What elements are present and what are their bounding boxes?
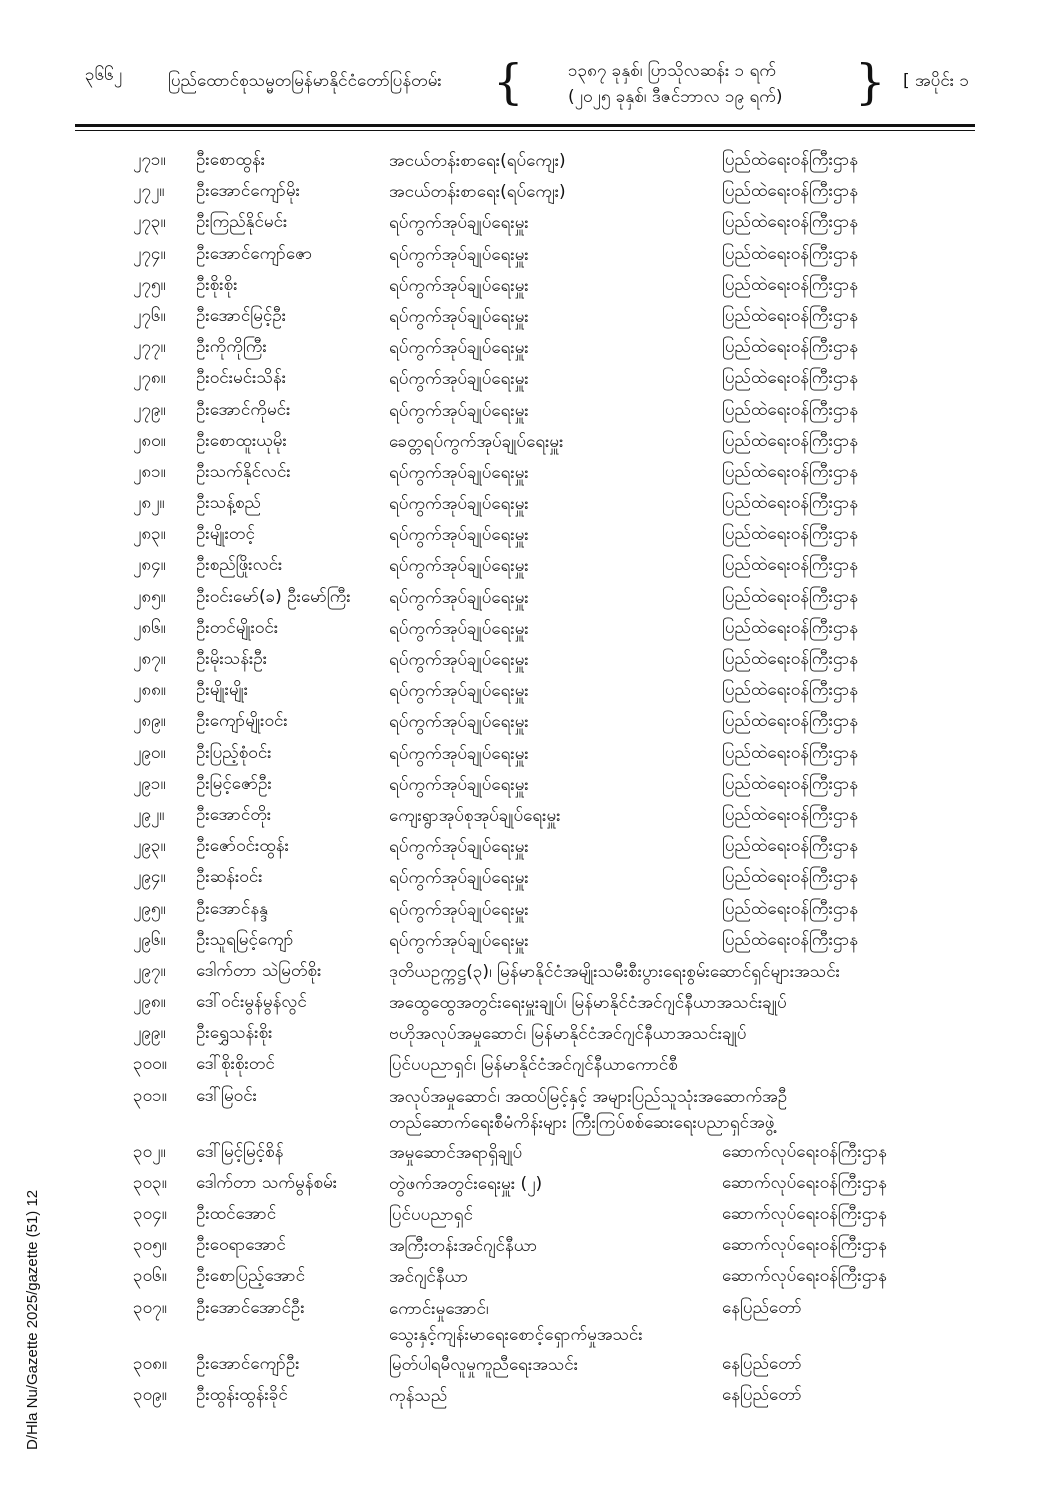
person-name: ဦးပြည့်စုံဝင်း — [196, 742, 272, 763]
person-name: ဒေါ်မြင့်မြင့်စိန် — [196, 1141, 284, 1162]
person-name: ဦးမြင့်ဇော်ဦး — [196, 773, 272, 794]
entry-number: ၂၈၂။ — [133, 493, 165, 514]
position-line: ကျေးရွာအုပ်စုအုပ်ချုပ်ရေးမှူး — [389, 805, 561, 826]
position-line: ရပ်ကွက်အုပ်ချုပ်ရေးမှူး — [389, 369, 529, 390]
position-line: ရပ်ကွက်အုပ်ချုပ်ရေးမှူး — [389, 525, 529, 546]
position-title — [389, 956, 840, 985]
department: ဆောက်လုပ်ရေးဝန်ကြီးဌာန — [722, 1204, 887, 1224]
position-line: ရပ်ကွက်အုပ်ချုပ်ရေးမှူး — [389, 899, 529, 920]
position-line: ရပ်ကွက်အုပ်ချုပ်ရေးမှူး — [389, 681, 529, 702]
department: ဆောက်လုပ်ရေးဝန်ကြီးဌာန — [722, 1172, 887, 1193]
position-title — [389, 332, 529, 361]
department: ဆောက်လုပ်ရေးဝန်ကြီးဌာန — [722, 1141, 887, 1162]
position-line: အငယ်တန်းစာရေး(ရပ်ကျေး) — [389, 182, 566, 203]
list-item — [0, 519, 1061, 550]
list-item — [0, 395, 1061, 426]
position-line-2: တည်ဆောက်ရေးစီမံကိန်းများ ကြီးကြပ်စစ်ဆေးရေးပညာရှင်အဖွဲ့ — [389, 1112, 775, 1133]
entry-number: ၂၇၅။ — [133, 274, 166, 295]
list-item — [0, 1380, 1061, 1411]
person-name: ဦးအောင်ကျော်မိုး — [196, 181, 300, 202]
person-name: ဦးသန့်စည် — [196, 493, 261, 514]
person-name: ဦးအောင်အောင်ဦး — [196, 1297, 305, 1318]
department: ပြည်ထဲရေးဝန်ကြီးဌာန — [722, 867, 859, 888]
list-item — [0, 831, 1061, 862]
entry-number: ၃၀၀။ — [133, 1054, 167, 1075]
position-title — [389, 706, 529, 735]
person-name: ဦးတင်မျိုးဝင်း — [196, 617, 279, 638]
position-title — [389, 176, 566, 205]
person-name: ဦးစောထွန်း — [196, 150, 266, 170]
entry-number: ၂၇၃။ — [133, 212, 166, 233]
list-item — [0, 332, 1061, 363]
position-line: ရပ်ကွက်အုပ်ချုပ်ရေးမှူး — [389, 244, 529, 265]
person-name: ဦးဝင်းမော်(ခ) ဦးမော်ကြီး — [196, 586, 351, 607]
position-title — [389, 145, 566, 174]
position-title — [389, 519, 529, 548]
position-line: ရပ်ကွက်အုပ်ချုပ်ရေးမှူး — [389, 868, 529, 889]
list-item — [0, 145, 1061, 176]
department: ပြည်ထဲရေးဝန်ကြီးဌာန — [722, 243, 859, 264]
page-number: ၃၆၆၂ — [85, 65, 123, 85]
department: ပြည်ထဲရေးဝန်ကြီးဌာန — [722, 212, 859, 233]
position-line: ရပ်ကွက်အုပ်ချုပ်ရေးမှူး — [389, 494, 529, 515]
entry-number: ၃၀၅။ — [133, 1235, 167, 1256]
position-line: ပြင်ပပညာရှင် — [389, 1205, 473, 1225]
left-brace: { — [493, 54, 524, 110]
person-name: ဒေါက်တာ သက်မွန်စမ်း — [196, 1172, 338, 1193]
department: ပြည်ထဲရေးဝန်ကြီးဌာန — [722, 430, 859, 451]
department: ပြည်ထဲရေးဝန်ကြီးဌာန — [722, 586, 859, 607]
position-line: ရပ်ကွက်အုပ်ချုပ်ရေးမှူး — [389, 556, 529, 577]
list-item — [0, 301, 1061, 332]
list-item — [0, 987, 1061, 1018]
right-brace: } — [855, 54, 886, 110]
entry-number: ၂၇၁။ — [133, 150, 166, 170]
person-name: ဦးအောင်ကိုမင်း — [196, 399, 291, 420]
position-title — [389, 582, 529, 611]
list-item — [0, 1081, 1061, 1137]
department: ပြည်ထဲရေးဝန်ကြီးဌာန — [722, 337, 859, 358]
position-line: ရပ်ကွက်အုပ်ချုပ်ရေးမှူး — [389, 774, 529, 795]
department: ပြည်ထဲရေးဝန်ကြီးဌာန — [722, 773, 859, 794]
department: နေပြည်တော် — [722, 1353, 802, 1374]
department: ဆောက်လုပ်ရေးဝန်ကြီးဌာန — [722, 1235, 887, 1256]
position-title — [389, 894, 529, 923]
position-title — [389, 831, 529, 860]
person-name: ဦးဆန်းဝင်း — [196, 867, 263, 888]
list-item — [0, 1349, 1061, 1380]
department: ပြည်ထဲရေးဝန်ကြီးဌာန — [722, 368, 859, 389]
entry-number: ၂၈၁။ — [133, 461, 166, 482]
position-line: တွဲဖက်အတွင်းရေးမှူး (၂) — [389, 1173, 543, 1194]
position-line: ရပ်ကွက်အုပ်ချုပ်ရေးမှူး — [389, 837, 529, 858]
department: ပြည်ထဲရေးဝန်ကြီးဌာန — [722, 181, 859, 202]
entry-number: ၂၉၂။ — [133, 804, 165, 825]
entry-number: ၂၉၃။ — [133, 836, 166, 857]
position-line: အမှုဆောင်အရာရှိချုပ် — [389, 1142, 523, 1163]
position-title — [389, 239, 529, 268]
person-name: ဦးဇော်ဝင်းထွန်း — [196, 836, 289, 857]
entry-number: ၂၇၂။ — [133, 181, 165, 202]
person-name: ဒေါက်တာ သဲမြတ်စိုး — [196, 960, 322, 981]
position-line: အလုပ်အမှုဆောင်၊ အထပ်မြင့်နှင့် အများပြည်သူသုံးအဆောက်အဦ — [389, 1086, 788, 1107]
position-line: ရပ်ကွက်အုပ်ချုပ်ရေးမှူး — [389, 618, 529, 639]
position-line: ပြင်ပပညာရှင်၊ မြန်မာနိုင်ငံအင်ဂျင်နီယာကောင်စီ — [389, 1055, 678, 1076]
entry-number: ၂၈၀။ — [133, 430, 166, 451]
position-title — [389, 987, 787, 1016]
person-name: ဦးဝေရာအောင် — [196, 1235, 286, 1256]
list-item — [0, 1293, 1061, 1349]
entry-number: ၂၉၉။ — [133, 1023, 166, 1044]
department: ပြည်ထဲရေးဝန်ကြီးဌာန — [722, 555, 859, 576]
person-name: ဦးသူရမြင့်ကျော် — [196, 929, 294, 950]
list-item — [0, 363, 1061, 394]
position-line: ရပ်ကွက်အုပ်ချုပ်ရေးမှူး — [389, 306, 529, 327]
department: ပြည်ထဲရေးဝန်ကြီးဌာန — [722, 274, 859, 295]
position-title — [389, 207, 529, 236]
position-title — [389, 738, 529, 767]
list-item — [0, 925, 1061, 956]
list-item — [0, 1137, 1061, 1168]
position-title — [389, 457, 529, 486]
position-title — [389, 675, 529, 704]
position-line: ရပ်ကွက်အုပ်ချုပ်ရေးမှူး — [389, 400, 529, 421]
person-name: ဦးမျိုးမျိုး — [196, 680, 249, 701]
date-line-1: ၁၃၈၇ ခုနှစ်၊ ပြာသိုလဆန်း ၁ ရက် — [568, 61, 777, 81]
entry-number: ၂၉၁။ — [133, 773, 166, 794]
list-item — [0, 239, 1061, 270]
list-item — [0, 457, 1061, 488]
department: ပြည်ထဲရေးဝန်ကြီးဌာန — [722, 649, 859, 669]
position-title — [389, 1168, 542, 1197]
department: ပြည်ထဲရေးဝန်ကြီးဌာန — [722, 150, 859, 170]
entry-number: ၂၉၄။ — [133, 867, 166, 888]
position-title — [389, 1293, 643, 1348]
list-item — [0, 488, 1061, 519]
entry-number: ၂၇၇။ — [133, 337, 166, 358]
person-name: ဒေါ်မြဝင်း — [196, 1085, 257, 1106]
position-title — [389, 1349, 578, 1378]
department: ပြည်ထဲရေးဝန်ကြီးဌာန — [722, 617, 859, 638]
person-name: ဦးကျော်မျိုးဝင်း — [196, 711, 288, 732]
position-title — [389, 862, 529, 891]
position-line: ရပ်ကွက်အုပ်ချုပ်ရေးမှူး — [389, 587, 529, 608]
department: ပြည်ထဲရေးဝန်ကြီးဌာန — [722, 493, 859, 514]
entry-number: ၂၈၅။ — [133, 586, 166, 607]
position-title — [389, 1137, 522, 1166]
person-name: ဦးမိုးသန်းဦး — [196, 649, 268, 669]
person-name: ဦးမျိုးတင့် — [196, 524, 255, 545]
position-line: ရပ်ကွက်အုပ်ချုပ်ရေးမှူး — [389, 462, 529, 483]
part-label: [ အပိုင်း ၁ — [903, 71, 970, 91]
department: ပြည်ထဲရေးဝန်ကြီးဌာန — [722, 836, 859, 857]
entry-number: ၃၀၆။ — [133, 1266, 167, 1287]
entry-number: ၂၇၄။ — [133, 243, 166, 264]
entry-number: ၂၈၄။ — [133, 555, 166, 576]
position-line-2: သွေးနှင့်ကျန်းမာရေးစောင့်ရှောက်မှုအသင်း — [389, 1324, 643, 1345]
entry-number: ၃၀၂။ — [133, 1141, 166, 1162]
position-title — [389, 426, 563, 455]
entry-number: ၃၀၇။ — [133, 1297, 167, 1318]
department: ပြည်ထဲရေးဝန်ကြီးဌာန — [722, 524, 859, 545]
list-item — [0, 706, 1061, 737]
department: ဆောက်လုပ်ရေးဝန်ကြီးဌာန — [722, 1266, 887, 1287]
department: ပြည်ထဲရေးဝန်ကြီးဌာန — [722, 804, 859, 825]
person-name: ဦးထွန်းထွန်းခိုင် — [196, 1384, 288, 1405]
position-title — [389, 1261, 468, 1290]
position-title — [389, 301, 529, 330]
list-item — [0, 1018, 1061, 1049]
position-line: ရပ်ကွက်အုပ်ချုပ်ရေးမှူး — [389, 743, 529, 764]
list-item — [0, 613, 1061, 644]
page-header — [0, 54, 1061, 118]
person-name: ဦးအောင်မြင့်ဦး — [196, 305, 287, 326]
entry-number: ၃၀၈။ — [133, 1353, 167, 1374]
position-title — [389, 613, 529, 642]
list-item — [0, 426, 1061, 457]
entry-number: ၃၀၉။ — [133, 1384, 167, 1405]
entry-number: ၂၈၃။ — [133, 524, 166, 545]
entry-number: ၂၉၇။ — [133, 960, 166, 981]
entry-number: ၂၇၉။ — [133, 399, 166, 420]
person-name: ဦးကိုကိုကြီး — [196, 337, 267, 358]
department: ပြည်ထဲရေးဝန်ကြီးဌာန — [722, 399, 859, 420]
position-title — [389, 1018, 746, 1047]
position-line: မြတ်ပါရမီလူမှုကူညီရေးအသင်း — [389, 1354, 579, 1375]
issue-date — [568, 58, 783, 110]
entry-number: ၂၈၉။ — [133, 711, 166, 732]
list-item — [0, 1261, 1061, 1292]
entry-number: ၂၉၈။ — [133, 992, 166, 1013]
person-name: ဒေါ်စိုးစိုးတင် — [196, 1054, 275, 1075]
position-line: ဒုတိယဥက္ကဋ္ဌ(၃)၊ မြန်မာနိုင်ငံအမျိုးသမီးစီးပွားရေးစွမ်းဆောင်ရှင်များအသင်း — [389, 961, 840, 982]
position-title — [389, 1380, 447, 1409]
position-line: အထွေထွေအတွင်းရေးမှူးချုပ်၊ မြန်မာနိုင်ငံအင်ဂျင်နီယာအသင်းချုပ် — [389, 993, 787, 1014]
list-item — [0, 1168, 1061, 1199]
list-item — [0, 644, 1061, 675]
position-line: ကောင်းမှုအောင်၊ — [389, 1298, 489, 1319]
position-line: ကုန်သည် — [389, 1385, 448, 1406]
person-name: ဦးဝင်းမင်းသိန်း — [196, 368, 287, 389]
position-line: အငယ်တန်းစာရေး(ရပ်ကျေး) — [389, 151, 566, 171]
appointment-list — [0, 145, 1061, 1411]
position-line: ဗဟိုအလုပ်အမှုဆောင်၊ မြန်မာနိုင်ငံအင်ဂျင်နီယာအသင်းချုပ် — [389, 1024, 747, 1045]
list-item — [0, 1049, 1061, 1080]
department: ပြည်ထဲရေးဝန်ကြီးဌာန — [722, 742, 859, 763]
position-line: ရပ်ကွက်အုပ်ချုပ်ရေးမှူး — [389, 650, 529, 670]
department: နေပြည်တော် — [722, 1297, 802, 1318]
list-item — [0, 862, 1061, 893]
list-item — [0, 894, 1061, 925]
department: ပြည်ထဲရေးဝန်ကြီးဌာန — [722, 461, 859, 482]
entry-number: ၃၀၁။ — [133, 1085, 167, 1106]
person-name: ဦးအောင်နန္ဒ — [196, 898, 268, 919]
entry-number: ၂၉၅။ — [133, 898, 166, 919]
person-name: ဦးရွှေသန်းစိုး — [196, 1023, 273, 1044]
list-item — [0, 270, 1061, 301]
person-name: ဒေါ်ဝင်းမွန်မွန်လွင် — [196, 992, 307, 1013]
person-name: ဦးအောင်ကျော်ဦး — [196, 1353, 300, 1374]
position-line: ရပ်ကွက်အုပ်ချုပ်ရေးမှူး — [389, 930, 529, 951]
entry-number: ၃၀၄။ — [133, 1204, 167, 1224]
position-title — [389, 270, 529, 299]
position-title — [389, 1049, 678, 1078]
position-line: ရပ်ကွက်အုပ်ချုပ်ရေးမှူး — [389, 338, 529, 359]
position-line: ရပ်ကွက်အုပ်ချုပ်ရေးမှူး — [389, 213, 529, 234]
list-item — [0, 956, 1061, 987]
list-item — [0, 738, 1061, 769]
list-item — [0, 800, 1061, 831]
person-name: ဦးစိုးစိုး — [196, 274, 238, 295]
position-line: ခေတ္တရပ်ကွက်အုပ်ချုပ်ရေးမှူး — [389, 431, 564, 452]
entry-number: ၂၉၀။ — [133, 742, 166, 763]
list-item — [0, 1199, 1061, 1230]
header-rule-thin — [75, 130, 975, 131]
entry-number: ၂၈၆။ — [133, 617, 166, 638]
position-title — [389, 925, 529, 954]
position-title — [389, 1081, 787, 1136]
entry-number: ၃၀၃။ — [133, 1172, 167, 1193]
entry-number: ၂၇၈။ — [133, 368, 166, 389]
date-line-2: (၂၀၂၅ ခုနှစ်၊ ဒီဇင်ဘာလ ၁၉ ရက်) — [568, 87, 783, 107]
person-name: ဦးသက်နိုင်လင်း — [196, 461, 291, 482]
department: ပြည်ထဲရေးဝန်ကြီးဌာန — [722, 711, 859, 732]
department: ပြည်ထဲရေးဝန်ကြီးဌာန — [722, 305, 859, 326]
person-name: ဦးအောင်တိုး — [196, 804, 272, 825]
position-title — [389, 395, 529, 424]
entry-number: ၂၉၆။ — [133, 929, 166, 950]
position-title — [389, 363, 529, 392]
list-item — [0, 582, 1061, 613]
position-title — [389, 1230, 537, 1259]
list-item — [0, 207, 1061, 238]
entry-number: ၂၈၇။ — [133, 649, 166, 669]
person-name: ဦးစောပြည့်အောင် — [196, 1266, 306, 1287]
position-title — [389, 550, 529, 579]
side-print-label: D/Hla Nu/Gazette 2025/gazette (51) 12 — [24, 1189, 41, 1450]
list-item — [0, 675, 1061, 706]
position-line: အကြီးတန်းအင်ဂျင်နီယာ — [389, 1236, 538, 1257]
position-title — [389, 1199, 473, 1228]
list-item — [0, 1230, 1061, 1261]
list-item — [0, 550, 1061, 581]
header-rule-thick — [75, 124, 975, 127]
gazette-title: ပြည်ထောင်စုသမ္မတမြန်မာနိုင်ငံတော်ပြန်တမ်း — [168, 71, 442, 91]
person-name: ဦးထင်အောင် — [196, 1204, 277, 1224]
list-item — [0, 176, 1061, 207]
position-line: ရပ်ကွက်အုပ်ချုပ်ရေးမှူး — [389, 712, 529, 733]
position-line: ရပ်ကွက်အုပ်ချုပ်ရေးမှူး — [389, 275, 529, 296]
person-name: ဦးအောင်ကျော်ဇော — [196, 243, 313, 264]
position-title — [389, 644, 529, 673]
position-line: အင်ဂျင်နီယာ — [389, 1267, 469, 1288]
position-title — [389, 488, 529, 517]
department: ပြည်ထဲရေးဝန်ကြီးဌာန — [722, 680, 859, 701]
department: ပြည်ထဲရေးဝန်ကြီးဌာန — [722, 929, 859, 950]
person-name: ဦးစည်ဖြိုးလင်း — [196, 555, 283, 576]
department: နေပြည်တော် — [722, 1384, 802, 1405]
person-name: ဦးစောထူးယုမိုး — [196, 430, 287, 451]
position-title — [389, 800, 561, 829]
department: ပြည်ထဲရေးဝန်ကြီးဌာန — [722, 898, 859, 919]
entry-number: ၂၈၈။ — [133, 680, 166, 701]
list-item — [0, 769, 1061, 800]
person-name: ဦးကြည်နိုင်မင်း — [196, 212, 288, 233]
position-title — [389, 769, 529, 798]
entry-number: ၂၇၆။ — [133, 305, 166, 326]
